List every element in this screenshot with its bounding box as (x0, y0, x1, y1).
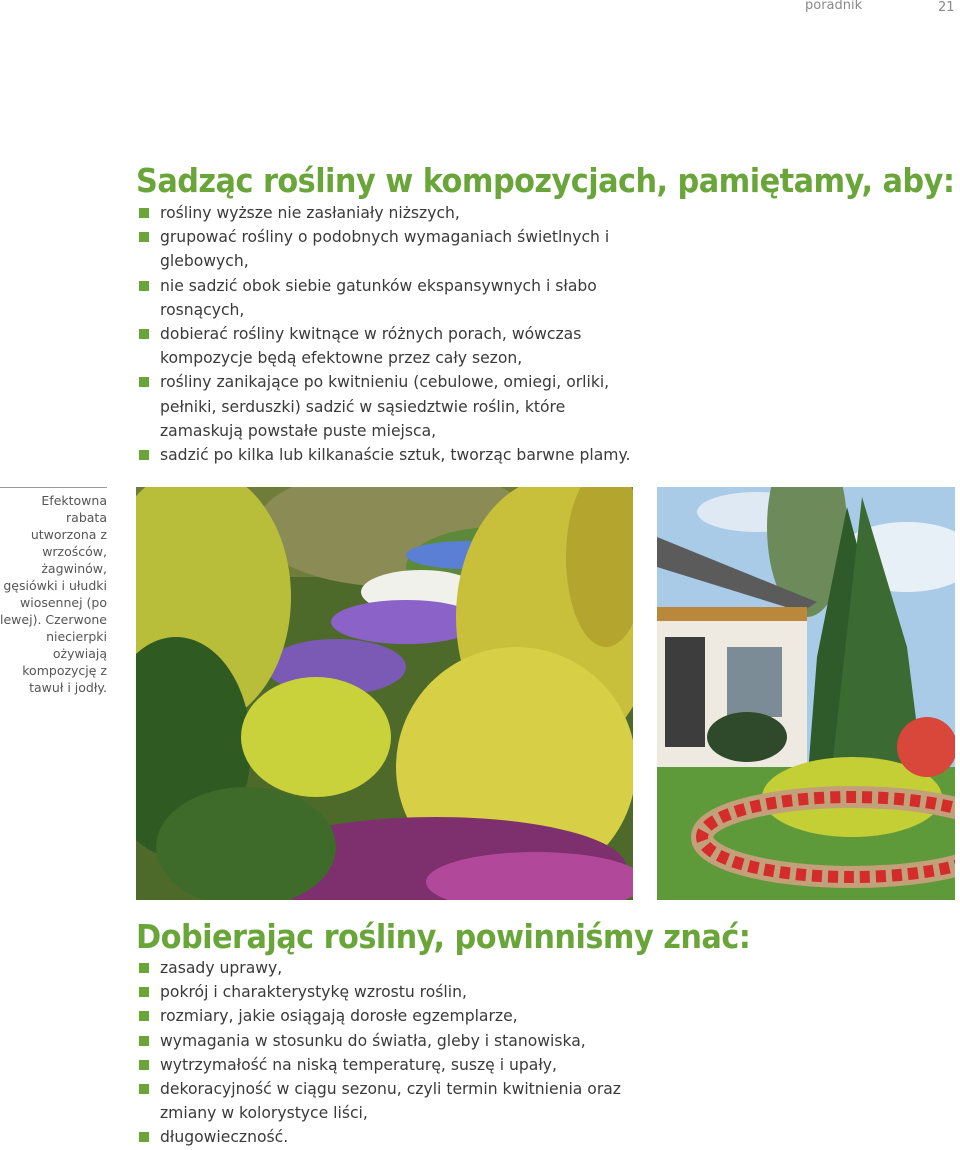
list-item: dekoracyjność w ciągu sezonu, czyli termin kwitnienia oraz zmiany w kolorystyce liści, (136, 1077, 681, 1125)
list-item: rośliny zanikające po kwitnieniu (cebulowe, omiegi, orliki, pełniki, serduszki) sadzić w sąsiedztwie roślin, które zamaskują powstałe puste miejsca, (136, 370, 641, 443)
section-label: poradnik (805, 0, 863, 13)
list-item: nie sadzić obok siebie gatunków ekspansywnych i słabo rosnących, (136, 274, 641, 322)
list-item: rośliny wyższe nie zasłaniały niższych, (136, 201, 641, 225)
page-number: 21 (938, 0, 955, 15)
list-item: długowieczność. (136, 1125, 681, 1149)
list-item: dobierać rośliny kwitnące w różnych porach, wówczas kompozycje będą efektowne przez cały sezon, (136, 322, 641, 370)
list-item: pokrój i charakterystykę wzrostu roślin, (136, 980, 681, 1004)
photo-caption: Efektowna rabata utworzona z wrzośców, żagwinów, gęsiówki i ułudki wiosennej (po lewej). Czerwone niecierpki ożywiają kompozycję z tawuł i jodły. (0, 487, 107, 696)
list-item: wymagania w stosunku do światła, gleby i stanowiska, (136, 1029, 681, 1053)
flower-bed-photo (136, 487, 633, 900)
list-item: wytrzymałość na niską temperaturę, suszę i upały, (136, 1053, 681, 1077)
page-header (0, 0, 960, 14)
composition-tips-list (136, 201, 641, 467)
list-item: zasady uprawy, (136, 956, 681, 980)
list-item: rozmiary, jakie osiągają dorosłe egzemplarze, (136, 1004, 681, 1028)
section-heading-requirements: Dobierając rośliny, powinniśmy znać: (136, 917, 751, 956)
house-garden-photo (657, 487, 955, 900)
requirements-list (136, 956, 681, 1150)
list-item: grupować rośliny o podobnych wymaganiach świetlnych i glebowych, (136, 225, 641, 273)
list-item: sadzić po kilka lub kilkanaście sztuk, tworząc barwne plamy. (136, 443, 641, 467)
section-heading-composition: Sadząc rośliny w kompozycjach, pamiętamy, aby: (136, 161, 955, 200)
